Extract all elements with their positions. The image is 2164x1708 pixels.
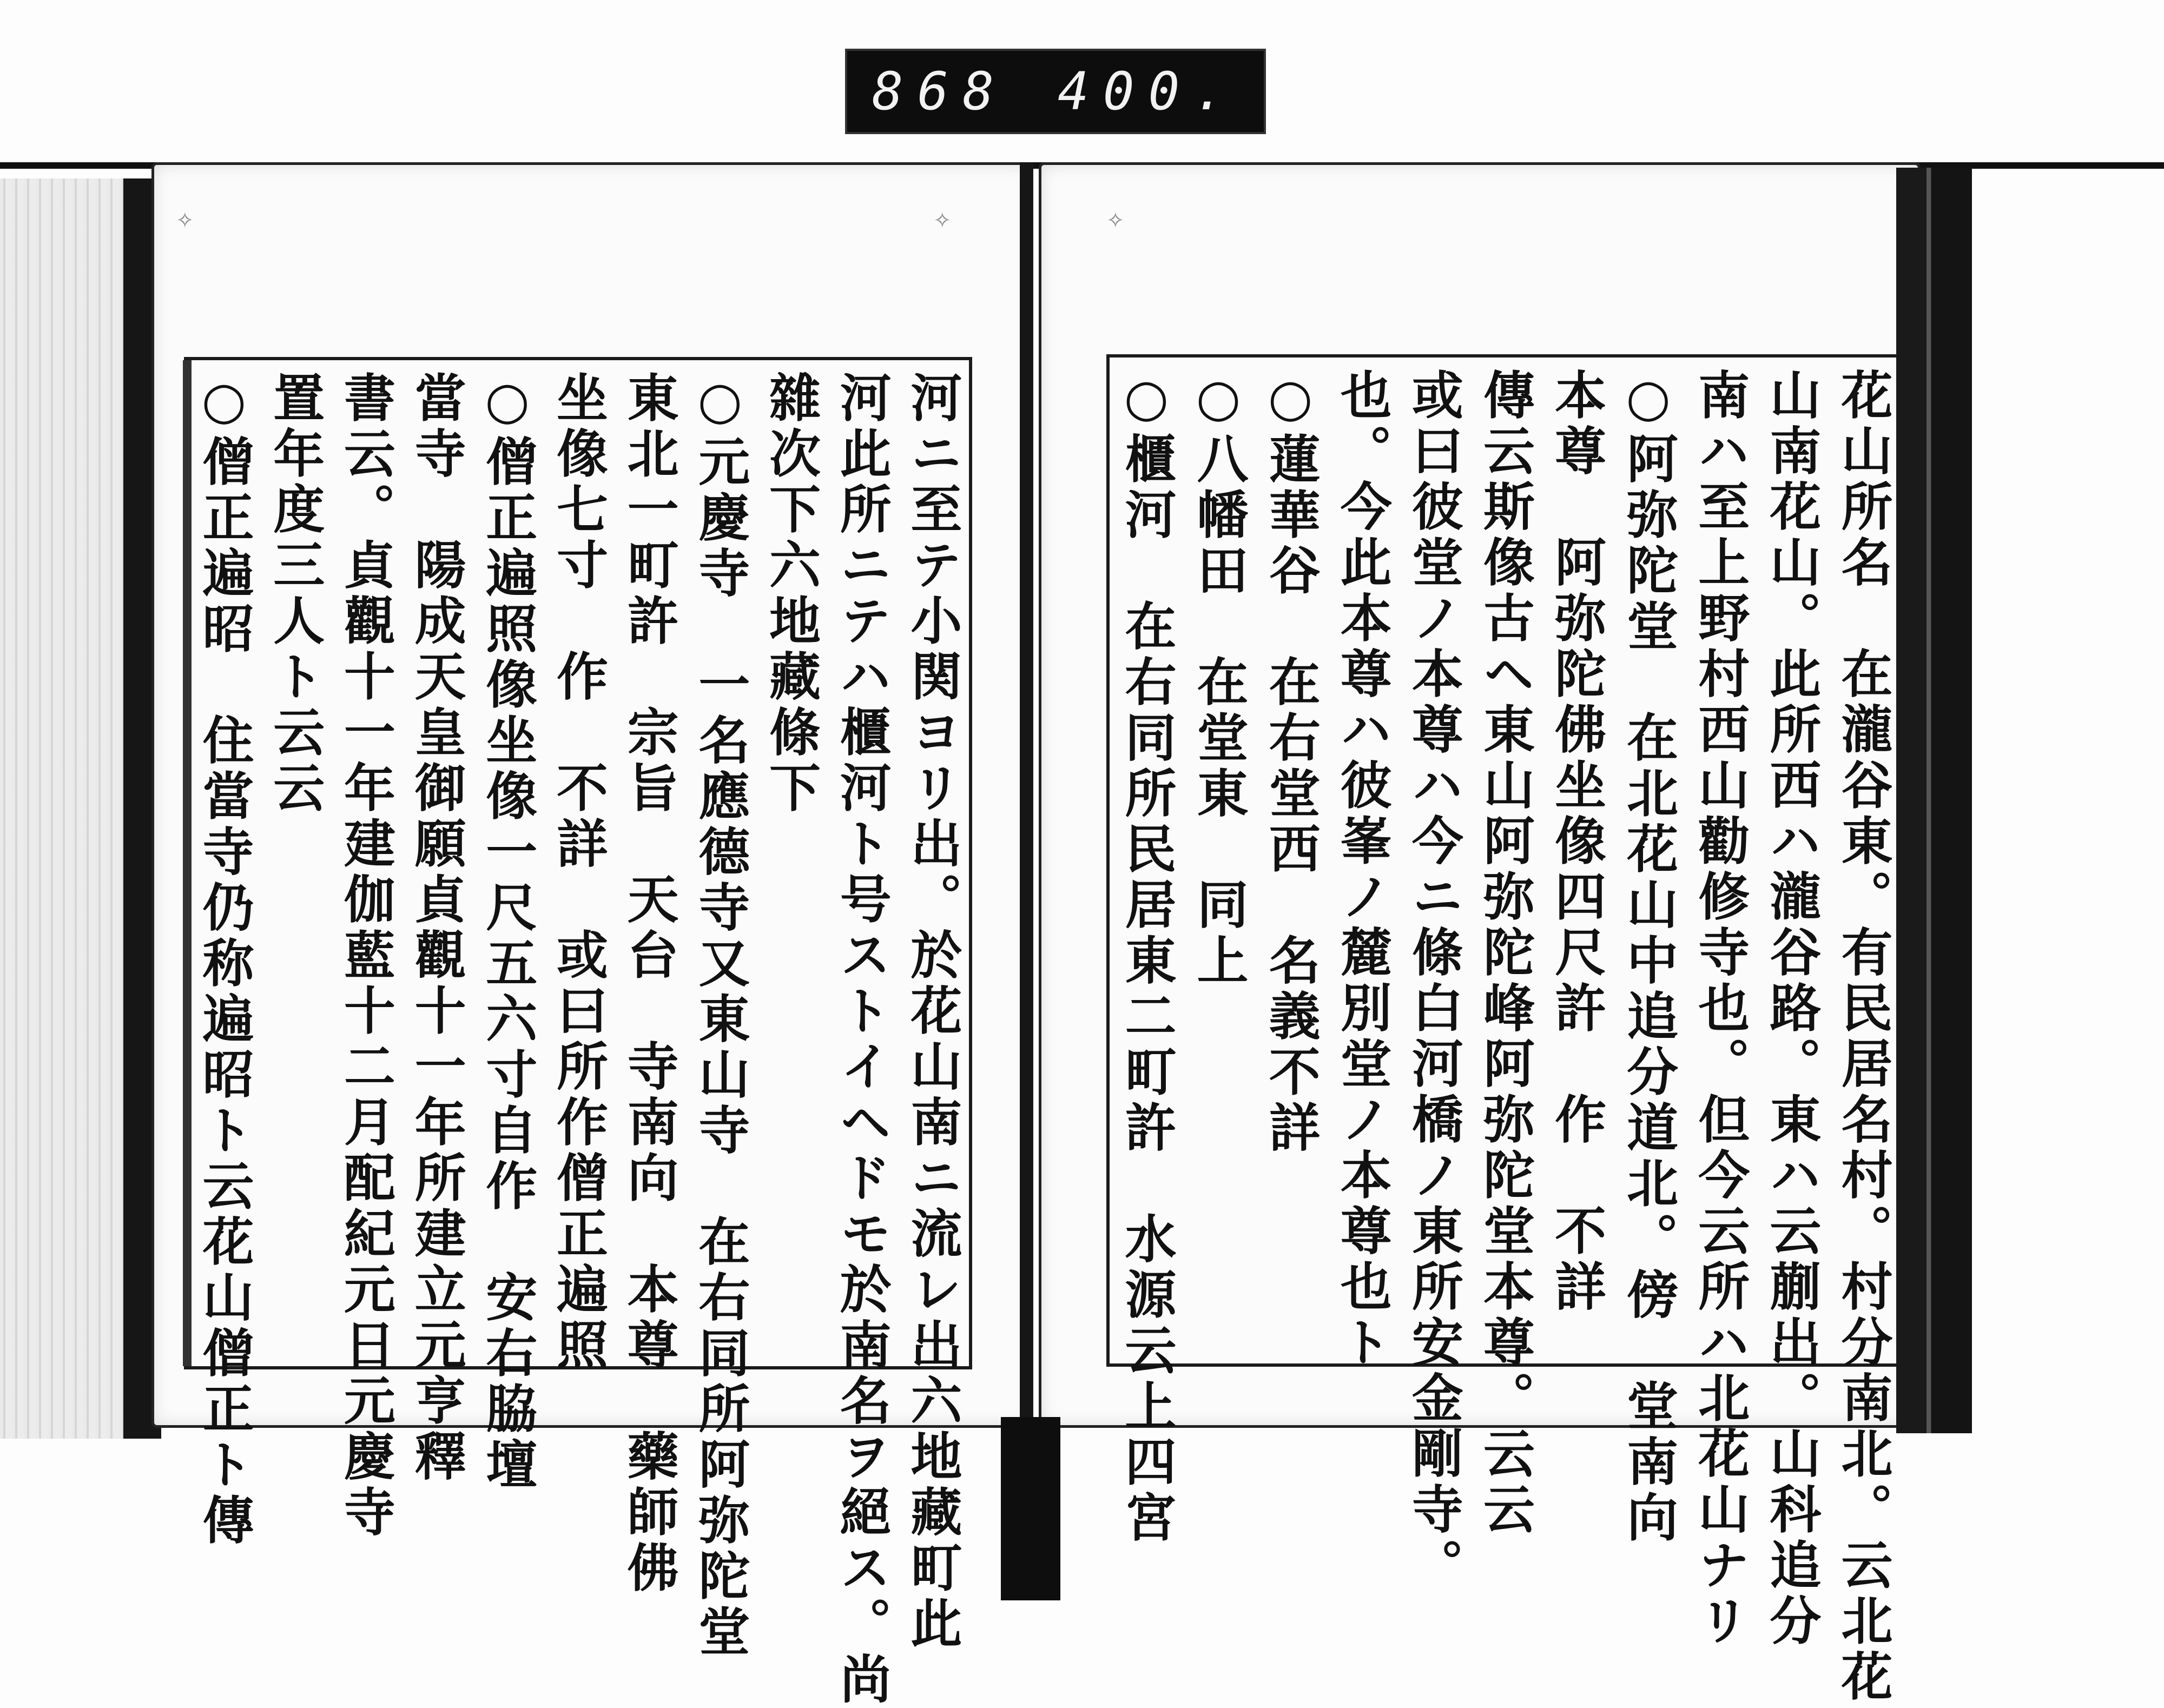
column-text: 僧正遍昭 住當寺仍称遍昭ト云花山僧正ト傳: [194, 435, 254, 1549]
text-column: [619, 371, 679, 1597]
left-page: [151, 162, 1033, 1708]
film-frame-label: [845, 49, 1266, 134]
text-column: [1261, 368, 1321, 1353]
text-column: [335, 371, 396, 1541]
column-text: 本尊 阿弥陀佛坐像四尺許 作 不詳: [1546, 368, 1607, 1315]
crease-mark: ✧: [1106, 208, 1125, 233]
column-text: 傳云斯像古ヘ東山阿弥陀峰阿弥陀堂本尊。云云: [1475, 368, 1535, 1538]
column-text: 僧正遍照像坐像一尺五六寸自作 安右脇壇: [477, 435, 538, 1493]
column-text: 櫃河 在右同所民居東二町許 水源云上四宮: [1117, 432, 1177, 1546]
column-text: 阿弥陀堂 在北花山中追分道北。傍 堂南向: [1618, 432, 1679, 1546]
right-page: [1039, 162, 1921, 1705]
text-column: [1475, 368, 1535, 1538]
entry-circle-mark: ○: [1189, 368, 1249, 432]
text-column: [1618, 368, 1679, 1546]
entry-circle-mark: ○: [194, 371, 254, 435]
text-column: [1690, 368, 1750, 1650]
column-text: 山南花山。此所西ハ瀧谷路。東ハ云蒯出。山科追分: [1761, 368, 1822, 1650]
frame-number-right: 400.: [1057, 61, 1239, 122]
column-text: 坐像七寸 作 不詳 或曰所作僧正遍照: [548, 371, 609, 1374]
column-text: 雜次下六地藏條下: [761, 371, 821, 817]
column-text: 河此所ニテハ櫃河ト号ストイヘドモ於南名ヲ絕ス。尚: [832, 371, 892, 1708]
adjacent-page-edge: [0, 178, 141, 1439]
text-column: [477, 371, 538, 1493]
text-column: [1332, 368, 1393, 1371]
column-text: 元慶寺 一名應德寺又東山寺 在右同所阿弥陀堂: [690, 435, 750, 1660]
column-text: 也。今此本尊ハ彼峯ノ麓別堂ノ本尊也ト: [1332, 368, 1393, 1371]
text-column: [265, 371, 325, 1355]
right-text-columns: [1110, 358, 1899, 1705]
left-text-columns: [187, 360, 969, 1708]
text-column: [1832, 368, 1893, 1705]
column-text: 置年度三人ト云云: [265, 371, 325, 817]
text-column: [1189, 368, 1249, 1353]
text-column: [690, 371, 750, 1660]
column-text: 或曰彼堂ノ本尊ハ今ニ條白河橋ノ東所安金剛寺。: [1403, 368, 1464, 1594]
text-column: [548, 371, 609, 1374]
page-gutter: [1020, 162, 1033, 1422]
text-column: [194, 371, 254, 1549]
text-column: [761, 371, 821, 1355]
frame-number-left: 868: [872, 61, 1008, 122]
entry-circle-mark: ○: [1618, 368, 1678, 432]
column-text: 東北一町許 宗旨 天台 寺南向 本尊 藥師佛: [619, 371, 679, 1597]
entry-circle-mark: ○: [1261, 368, 1321, 432]
entry-circle-mark: ○: [690, 371, 750, 435]
text-column: [1761, 368, 1822, 1650]
text-column: [1117, 368, 1177, 1546]
book-clamp: [1001, 1417, 1060, 1600]
crease-mark: ✧: [933, 208, 952, 233]
text-column: [832, 371, 892, 1708]
column-text: 河ニ至テ小関ヨリ出。於花山南ニ流レ出六地藏町此: [902, 371, 962, 1652]
text-column: [406, 371, 467, 1485]
right-text-frame: [1106, 354, 1903, 1705]
right-binding-edge: [1896, 168, 1972, 1433]
column-text: 蓮華谷 在右堂西 名義不詳: [1261, 432, 1321, 1156]
column-text: 花山所名 在瀧谷東。有民居名村。村分南北。云北花: [1832, 368, 1893, 1705]
column-text: 書云。貞觀十一年建伽藍十二月配紀元日元慶寺: [335, 371, 396, 1541]
column-text: 南ハ至上野村西山勸修寺也。但今云所ハ北花山ナリ: [1690, 368, 1750, 1650]
text-column: [1403, 368, 1464, 1594]
left-text-frame: [184, 357, 972, 1708]
column-text: 當寺 陽成天皇御願貞觀十一年所建立元亨釋: [406, 371, 467, 1485]
text-column: [902, 371, 962, 1652]
column-text: 八幡田 在堂東 同上: [1189, 432, 1249, 989]
entry-circle-mark: ○: [477, 371, 537, 435]
crease-mark: ✧: [176, 208, 194, 233]
text-column: [1546, 368, 1607, 1353]
entry-circle-mark: ○: [1117, 368, 1176, 432]
